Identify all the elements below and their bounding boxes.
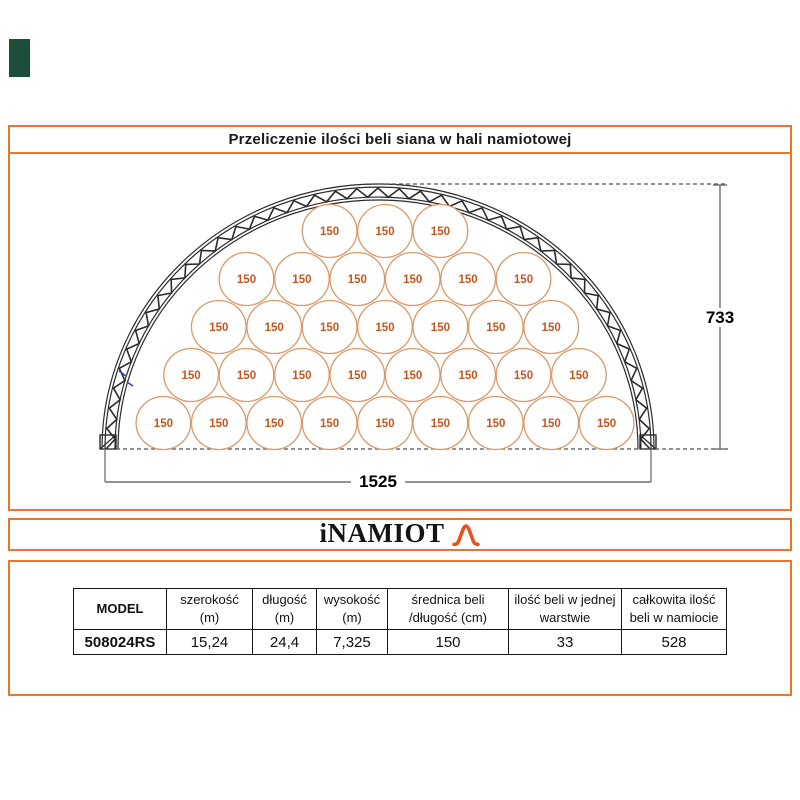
brand-logo-text: iNAMIOT <box>319 518 445 548</box>
bale-count-label: 150 <box>513 274 534 286</box>
bale-count-label: 150 <box>375 226 395 238</box>
spec-value-cell: 150 <box>388 630 509 655</box>
width-dimension-label: 1525 <box>359 472 397 491</box>
bale-count-label: 150 <box>209 322 229 334</box>
spec-col-header: średnica beli /długość (cm) <box>388 589 509 630</box>
bale-count-label: 150 <box>264 418 284 430</box>
bale-count-label: 150 <box>320 418 340 430</box>
bale-count-label: 150 <box>430 322 450 334</box>
spec-col-header: szerokość (m) <box>167 589 253 630</box>
bale-count-label: 150 <box>181 370 201 382</box>
spec-col-header: ilość beli w jednej warstwie <box>509 589 622 630</box>
spec-col-header: całkowita ilość beli w namiocie <box>622 589 727 630</box>
tent-cross-section-diagram <box>10 154 790 507</box>
bale-count-label: 150 <box>403 370 423 382</box>
bale-count-label: 150 <box>320 226 340 238</box>
height-dimension-label: 733 <box>705 308 735 327</box>
spec-col-header: długość (m) <box>253 589 317 630</box>
bale-count-label: 150 <box>541 418 561 430</box>
bale-count-label: 150 <box>458 274 478 286</box>
spec-value-cell: 15,24 <box>167 630 253 655</box>
bale-count-label: 150 <box>430 226 450 238</box>
bale-count-label: 150 <box>209 418 229 430</box>
tent-diagram-svg <box>10 154 790 507</box>
spec-value-cell: 7,325 <box>317 630 388 655</box>
bale-count-label: 150 <box>375 322 395 334</box>
bale-count-label: 150 <box>375 418 395 430</box>
bale-count-label: 150 <box>292 274 312 286</box>
bale-count-label: 150 <box>236 274 257 286</box>
spec-value-cell: 528 <box>622 630 727 655</box>
bale-count-label: 150 <box>569 370 589 382</box>
tent-arch-icon <box>451 522 481 552</box>
bale-count-label: 150 <box>597 418 617 430</box>
bale-count-label: 150 <box>320 322 340 334</box>
bale-count-label: 150 <box>292 370 312 382</box>
corner-swatch <box>9 39 30 77</box>
bale-count-label: 150 <box>153 418 173 430</box>
bale-count-label: 150 <box>347 370 367 382</box>
spec-table-row <box>74 630 727 655</box>
diagram-frame <box>8 125 792 511</box>
spec-value-cell: 24,4 <box>253 630 317 655</box>
bale-count-label: 150 <box>541 322 561 334</box>
bale-count-label: 150 <box>458 370 478 382</box>
spec-table-frame <box>8 560 792 696</box>
spec-col-header: wysokość (m) <box>317 589 388 630</box>
bale-count-label: 150 <box>486 418 506 430</box>
bale-count-label: 150 <box>430 418 450 430</box>
bale-count-label: 150 <box>347 274 367 286</box>
logo-frame <box>8 518 792 551</box>
page-title: Przeliczenie ilości beli siana w hali namiotowej <box>10 127 790 154</box>
spec-col-header: MODEL <box>74 589 167 630</box>
model-cell: 508024RS <box>74 630 167 655</box>
spec-table <box>73 588 727 655</box>
bale-count-label: 150 <box>403 274 423 286</box>
bale-count-label: 150 <box>264 322 284 334</box>
bale-count-label: 150 <box>236 370 257 382</box>
bale-count-label: 150 <box>513 370 534 382</box>
bale-count-label: 150 <box>486 322 506 334</box>
spec-value-cell: 33 <box>509 630 622 655</box>
